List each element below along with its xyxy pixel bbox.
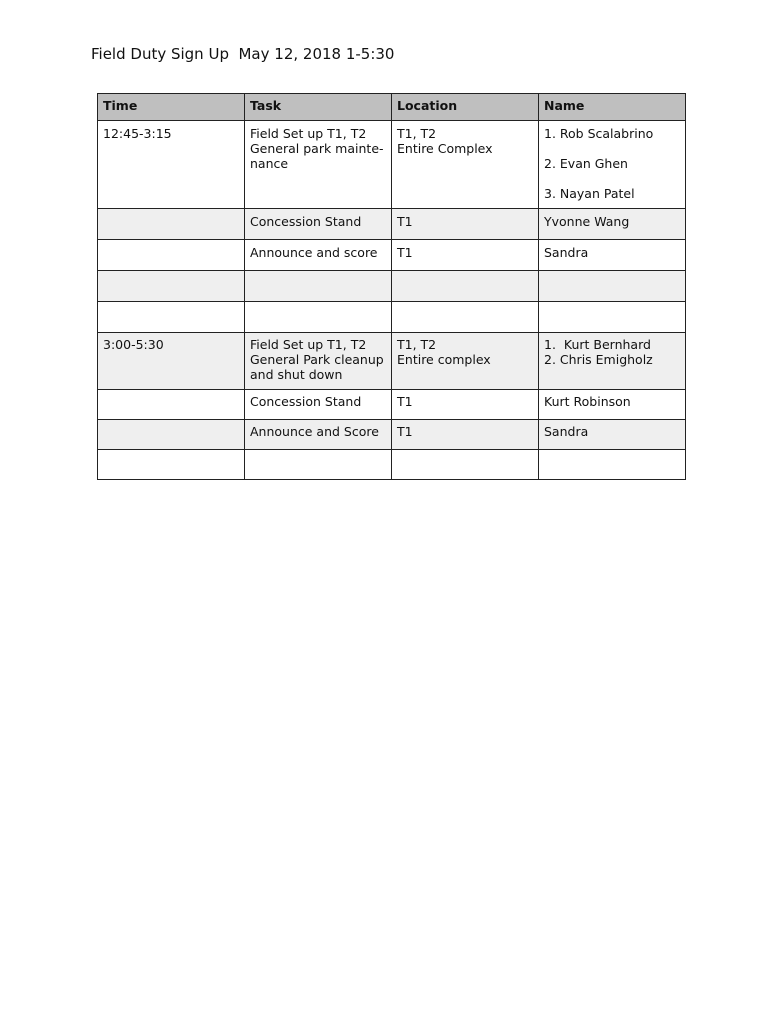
time-text: 3:00-5:30	[103, 337, 164, 352]
location-cell: T1	[392, 209, 539, 240]
location-cell: T1	[392, 420, 539, 450]
name-cell	[539, 450, 686, 480]
location-cell: T1	[392, 240, 539, 271]
table-row	[98, 450, 686, 480]
header-task: Task	[245, 94, 392, 121]
location-line: T1, T2	[397, 126, 437, 141]
header-time: Time	[98, 94, 245, 121]
page-title: Field Duty Sign Up May 12, 2018 1-5:30	[91, 45, 395, 63]
task-cell: Announce and score	[245, 240, 392, 271]
task-cell	[245, 271, 392, 302]
task-line: nance	[250, 156, 289, 171]
name-cell: Kurt Robinson	[539, 390, 686, 420]
table-row	[98, 271, 686, 302]
task-line: Field Set up T1, T2	[250, 337, 367, 352]
name-cell: Sandra	[539, 420, 686, 450]
name-cell	[539, 271, 686, 302]
location-line: T1, T2	[397, 337, 437, 352]
name-cell: Sandra	[539, 240, 686, 271]
volunteer-name: 2. Chris Emigholz	[544, 352, 653, 367]
name-cell	[539, 302, 686, 333]
task-line: General park mainte-	[250, 141, 384, 156]
time-cell	[98, 390, 245, 420]
volunteer-name: 1. Kurt Bernhard	[544, 337, 651, 352]
table-row	[98, 240, 686, 271]
volunteer-name: 2. Evan Ghen	[544, 156, 628, 171]
task-line: and shut down	[250, 367, 343, 382]
table-row	[98, 209, 686, 240]
table-row	[98, 121, 686, 209]
location-cell: T1	[392, 390, 539, 420]
table-row	[98, 420, 686, 450]
location-cell	[392, 302, 539, 333]
task-line: Field Set up T1, T2	[250, 126, 367, 141]
time-cell	[98, 302, 245, 333]
task-cell	[245, 333, 392, 390]
task-cell	[245, 450, 392, 480]
time-cell	[98, 420, 245, 450]
signup-table	[97, 93, 686, 480]
name-cell	[539, 121, 686, 209]
volunteer-name: 3. Nayan Patel	[544, 186, 635, 201]
location-line: Entire Complex	[397, 141, 493, 156]
task-line: General Park cleanup	[250, 352, 384, 367]
table-row	[98, 302, 686, 333]
time-cell	[98, 209, 245, 240]
location-cell	[392, 333, 539, 390]
time-cell	[98, 450, 245, 480]
location-cell	[392, 450, 539, 480]
volunteer-name: 1. Rob Scalabrino	[544, 126, 654, 141]
table-header-row	[98, 94, 686, 121]
task-cell	[245, 121, 392, 209]
time-cell	[98, 240, 245, 271]
header-name: Name	[539, 94, 686, 121]
task-cell: Concession Stand	[245, 390, 392, 420]
table-row	[98, 333, 686, 390]
task-cell: Announce and Score	[245, 420, 392, 450]
task-cell	[245, 302, 392, 333]
location-line: Entire complex	[397, 352, 491, 367]
task-cell: Concession Stand	[245, 209, 392, 240]
table-row	[98, 390, 686, 420]
time-text: 12:45-3:15	[103, 126, 172, 141]
name-cell	[539, 333, 686, 390]
header-location: Location	[392, 94, 539, 121]
location-cell	[392, 271, 539, 302]
time-cell	[98, 121, 245, 209]
location-cell	[392, 121, 539, 209]
time-cell	[98, 333, 245, 390]
name-cell: Yvonne Wang	[539, 209, 686, 240]
time-cell	[98, 271, 245, 302]
